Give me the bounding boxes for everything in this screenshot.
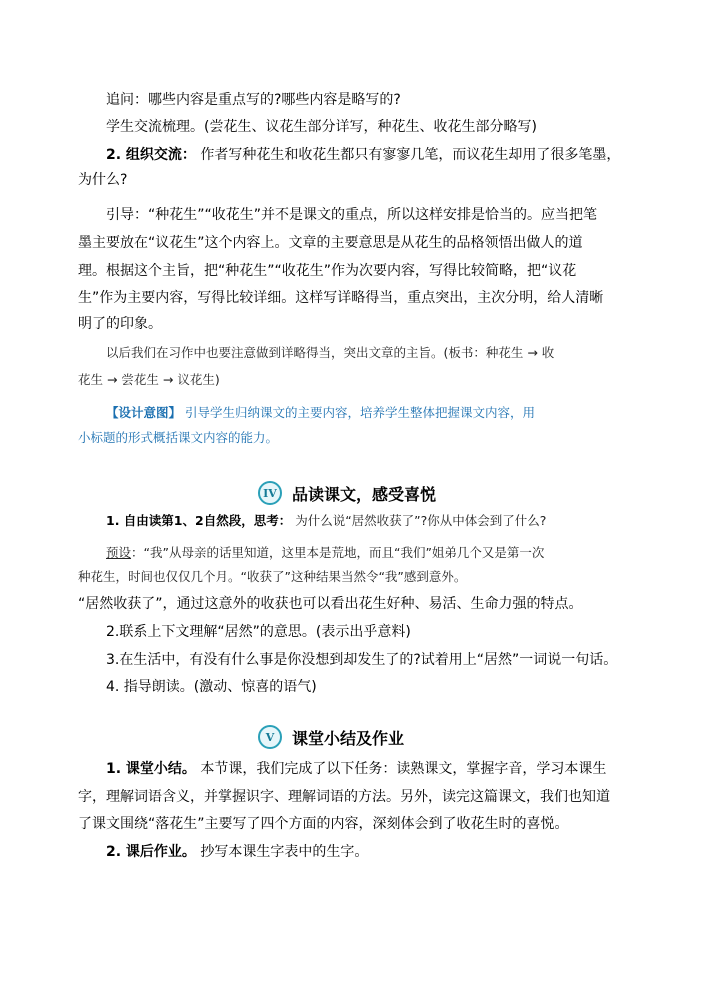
item-text: 抄写本课生字表中的生字。: [200, 844, 369, 860]
student-exchange: 学生交流梳理。(尝花生、议花生部分详写，种花生、收花生部分略写): [106, 119, 537, 135]
guide-line-5: 明了的印象。: [78, 316, 162, 332]
section-title: 品读课文，感受喜悦: [292, 484, 437, 504]
preset-line-1: [106, 543, 544, 563]
design-intent-label: 【设计意图】: [106, 405, 182, 420]
design-intent-line-2: 小标题的形式概括课文内容的能力。: [78, 430, 279, 445]
summary-line-3: 了课文围绕“落花生”主要写了四个方面的内容，深刻体会到了收花生时的喜悦。: [78, 816, 569, 832]
followup-question: 追问：哪些内容是重点写的?哪些内容是略写的?: [106, 92, 401, 108]
item-label: 1. 自由读第1、2自然段，思考：: [106, 513, 292, 528]
section-heading-v: [258, 723, 404, 751]
item-life-question: 3.在生活中，有没有什么事是你没想到却发生了的?试着用上“居然”一词说一句话。: [106, 652, 618, 668]
item-text: 为什么说“居然收获了”?你从中体会到了什么?: [295, 513, 547, 528]
item-label: 2. 课后作业。: [106, 844, 196, 860]
summary-line-2: 字，理解词语含义，并掌握识字、理解词语的方法。另外，读完这篇课文，我们也知道: [78, 789, 610, 805]
design-intent-line-1: [106, 403, 535, 423]
roman-numeral-badge-icon: V: [258, 725, 282, 749]
homework-line: [106, 842, 368, 862]
later-line-2: 花生 → 尝花生 → 议花生): [78, 372, 220, 387]
preset-text: ：“我”从母亲的话里知道，这里本是荒地，而且“我们”姐弟几个又是第一次: [131, 545, 545, 560]
design-intent-text: 引导学生归纳课文的主要内容，培养学生整体把握课文内容，用: [185, 405, 536, 420]
item-organize-exchange: [106, 145, 620, 165]
preset-label: 预设: [106, 545, 132, 560]
item-text-cont: 为什么?: [78, 172, 128, 188]
later-line-1: 以后我们在习作中也要注意做到详略得当，突出文章的主旨。(板书：种花生 → 收: [106, 345, 555, 360]
item-guided-reading: 4. 指导朗读。(激动、惊喜的语气): [106, 679, 317, 695]
roman-numeral-badge-icon: IV: [258, 481, 282, 505]
reading-item-1: [106, 511, 546, 531]
guide-line-2: 墨主要放在“议花生”这个内容上。文章的主要意思是从花生的品格领悟出做人的道: [78, 235, 583, 251]
guide-line-1: 引导：“种花生”“收花生”并不是课文的重点，所以这样安排是恰当的。应当把笔: [106, 207, 598, 223]
preset-line-2: 种花生，时间也仅仅几个月。“收获了”这种结果当然令“我”感到意外。: [78, 569, 467, 584]
section-heading-iv: [258, 479, 436, 507]
item-label: 1. 课堂小结。: [106, 761, 196, 777]
section-title: 课堂小结及作业: [292, 728, 405, 748]
guide-line-3: 理。根据这个主旨，把“种花生”“收花生”作为次要内容，写得比较简略，把“议花: [78, 263, 577, 279]
summary-line-1: [106, 759, 606, 779]
item-context-understanding: 2.联系上下文理解“居然”的意思。(表示出乎意料): [106, 624, 411, 640]
item-text: 本节课，我们完成了以下任务：读熟课文，掌握字音，学习本课生: [200, 761, 607, 777]
item-text: 作者写种花生和收花生都只有寥寥几笔，而议花生却用了很多笔墨，: [200, 147, 621, 163]
guide-line-4: 生”作为主要内容，写得比较详细。这样写详略得当，重点突出，主次分明，给人清晰: [78, 290, 604, 306]
item-label: 2. 组织交流：: [106, 147, 196, 163]
paragraph-unexpected-harvest: “居然收获了”，通过这意外的收获也可以看出花生好种、易活、生命力强的特点。: [78, 596, 583, 612]
